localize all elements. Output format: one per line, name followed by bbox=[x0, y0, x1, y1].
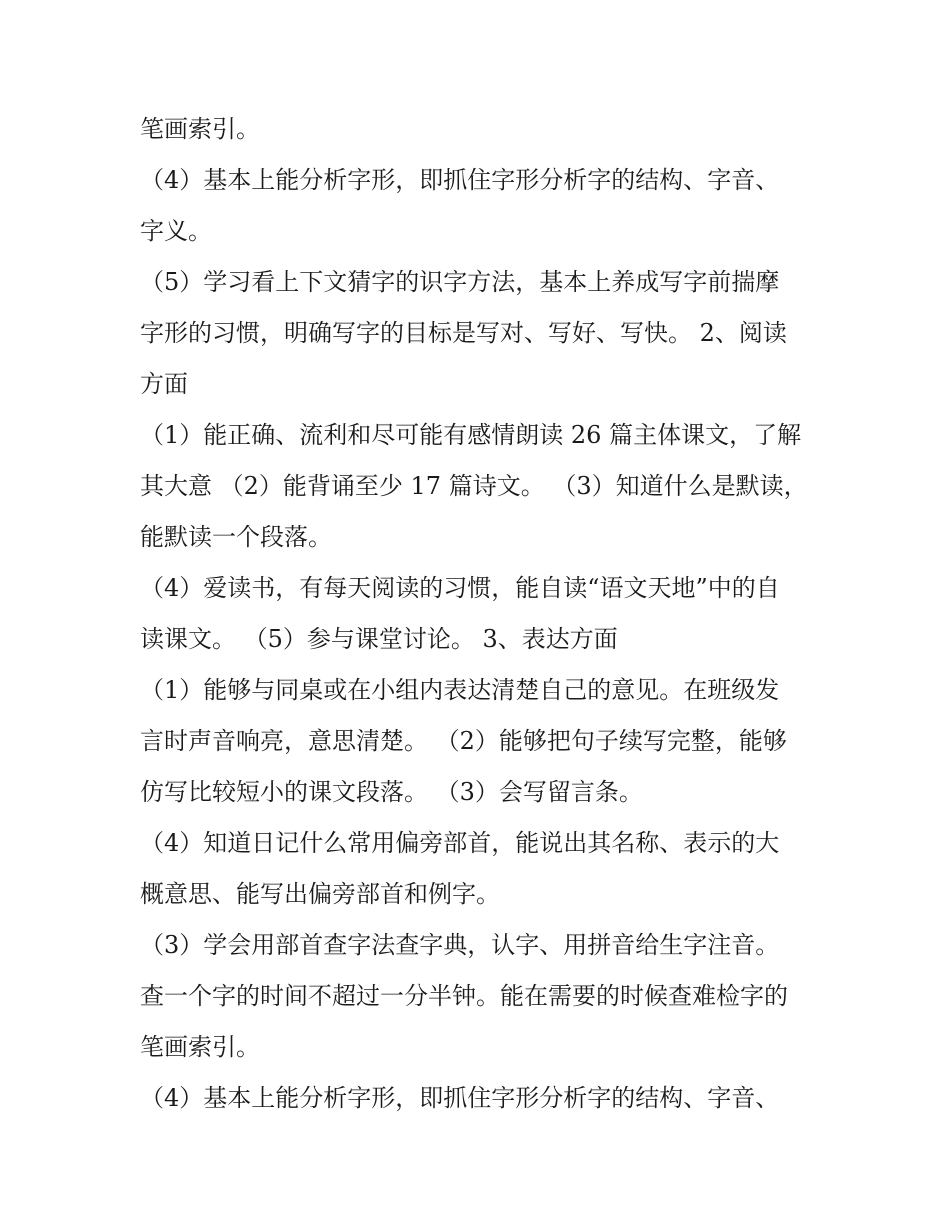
text-line: （5）学习看上下文猜字的识字方法，基本上养成写字前揣摩 bbox=[140, 268, 780, 296]
text-line: 能默读一个段落。 bbox=[140, 523, 332, 551]
text-line: 字义。 bbox=[140, 217, 212, 245]
text-line: 读课文。 （5）参与课堂讨论。 3、表达方面 bbox=[140, 625, 618, 653]
text-line: 仿写比较短小的课文段落。 （3）会写留言条。 bbox=[140, 778, 643, 806]
text-line: 其大意 （2）能背诵至少 17 篇诗文。 （3）知道什么是默读， bbox=[140, 472, 808, 500]
text-line: （3）学会用部首查字法查字典，认字、用拼音给生字注音。 bbox=[140, 931, 780, 959]
text-line: （4）基本上能分析字形，即抓住字形分析字的结构、字音、 bbox=[140, 166, 780, 194]
text-line: 方面 bbox=[140, 370, 188, 398]
text-line: （4）基本上能分析字形，即抓住字形分析字的结构、字音、 bbox=[140, 1084, 780, 1112]
text-line: （4）爱读书，有每天阅读的习惯，能自读“语文天地”中的自 bbox=[140, 574, 780, 602]
text-line: （1）能正确、流利和尽可能有感情朗读 26 篇主体课文，了解 bbox=[140, 421, 802, 449]
text-line: 言时声音响亮，意思清楚。 （2）能够把句子续写完整，能够 bbox=[140, 727, 787, 755]
text-line: 笔画索引。 bbox=[140, 115, 260, 143]
text-line: 概意思、能写出偏旁部首和例字。 bbox=[140, 880, 500, 908]
text-line: （4）知道日记什么常用偏旁部首，能说出其名称、表示的大 bbox=[140, 829, 780, 857]
text-line: 查一个字的时间不超过一分半钟。能在需要的时候查难检字的 bbox=[140, 982, 788, 1010]
body-text bbox=[140, 104, 820, 1124]
text-line: 字形的习惯，明确写字的目标是写对、写好、写快。 2、阅读 bbox=[140, 319, 787, 347]
text-line: （1）能够与同桌或在小组内表达清楚自己的意见。在班级发 bbox=[140, 676, 780, 704]
text-line: 笔画索引。 bbox=[140, 1033, 260, 1061]
